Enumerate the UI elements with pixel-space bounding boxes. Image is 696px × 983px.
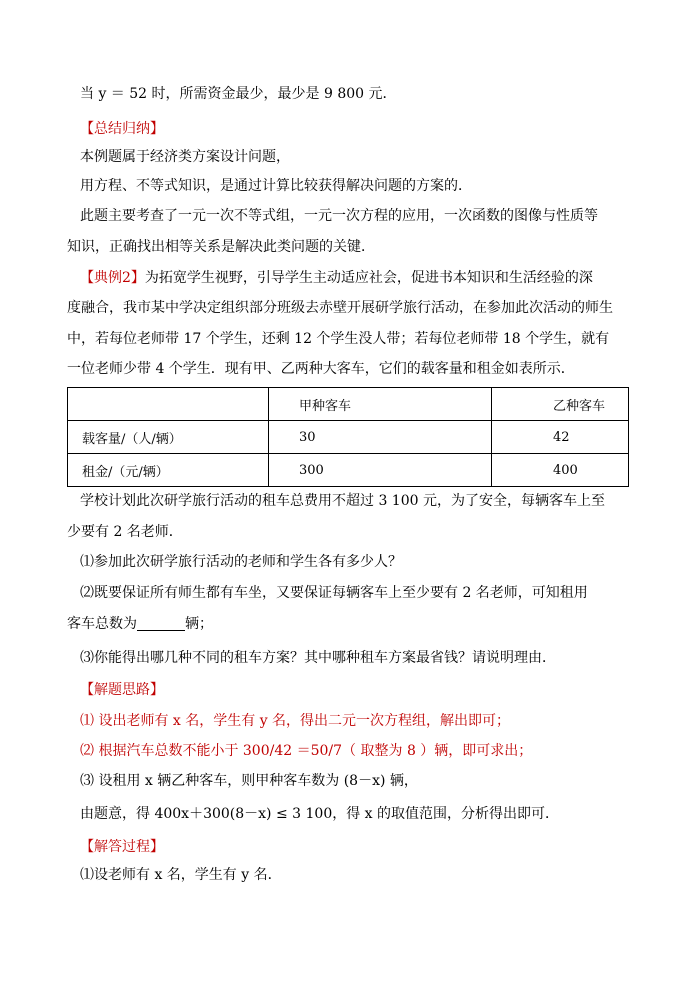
bus-table bbox=[67, 387, 629, 487]
approach-3: ⑶ 设租用 x 辆乙种客车，则甲种客车数为 (8－x) 辆， bbox=[80, 773, 418, 789]
line-summary-4: 知识，正确找出相等关系是解决此类问题的关键． bbox=[67, 239, 375, 255]
table-row bbox=[68, 421, 629, 454]
heading-solution: 【解答过程】 bbox=[80, 839, 164, 855]
line-example-2: 度融合，我市某中学决定组织部分班级去赤壁开展研学旅行活动，在参加此次活动的师生 bbox=[67, 300, 613, 316]
heading-approach: 【解题思路】 bbox=[80, 682, 164, 698]
table-cell: 300 bbox=[269, 454, 492, 487]
table-header-row bbox=[68, 388, 629, 421]
line-example-3: 中，若每位老师带 17 个学生，还剩 12 个学生没人带；若每位老师带 18 个学生，就有 bbox=[67, 331, 610, 347]
solution-1: ⑴设老师有 x 名，学生有 y 名． bbox=[80, 867, 282, 883]
example-tag: 【典例2】 bbox=[80, 270, 145, 286]
question-2-cont bbox=[67, 614, 213, 634]
question-2: ⑵既要保证所有师生都有车坐，又要保证每辆客车上至少要有 2 名老师，可知租用 bbox=[80, 585, 588, 601]
question-2-prefix: 客车总数为 bbox=[67, 616, 137, 632]
answer-blank bbox=[137, 616, 185, 631]
approach-4: 由题意，得 400x＋300(8－x) ≤ 3 100，得 x 的取值范围，分析得出即可． bbox=[80, 806, 560, 822]
line-example-4: 一位老师少带 4 个学生．现有甲、乙两种大客车，它们的载客量和租金如表所示． bbox=[67, 361, 575, 377]
example-text-1: 为拓宽学生视野，引导学生主动适应社会，促进书本知识和生活经验的深 bbox=[144, 270, 593, 286]
question-1: ⑴参加此次研学旅行活动的老师和学生各有多少人？ bbox=[80, 554, 402, 570]
heading-summary: 【总结归纳】 bbox=[80, 121, 164, 137]
table-cell: 42 bbox=[492, 421, 629, 454]
line-min-cost: 当 y ＝ 52 时，所需资金最少，最少是 9 800 元． bbox=[80, 86, 397, 102]
table-cell: 400 bbox=[492, 454, 629, 487]
table-header-cell: 乙种客车 bbox=[492, 388, 629, 421]
table-cell: 租金/（元/辆） bbox=[68, 454, 269, 487]
approach-1: ⑴ 设出老师有 x 名，学生有 y 名，得出二元一次方程组，解出即可； bbox=[80, 713, 511, 729]
question-3: ⑶你能得出哪几种不同的租车方案？其中哪种租车方案最省钱？请说明理由． bbox=[80, 650, 556, 666]
line-summary-1: 本例题属于经济类方案设计问题， bbox=[80, 149, 290, 165]
line-example-intro bbox=[80, 268, 593, 288]
line-summary-3: 此题主要考查了一元一次不等式组，一元一次方程的应用，一次函数的图像与性质等 bbox=[80, 208, 598, 224]
table-header-cell bbox=[68, 388, 269, 421]
table-row bbox=[68, 454, 629, 487]
line-budget-2: 少要有 2 名老师． bbox=[67, 524, 183, 540]
approach-2: ⑵ 根据汽车总数不能小于 300/42 ＝50/7（ 取整为 8 ）辆，即可求出； bbox=[80, 743, 533, 759]
table-header-cell: 甲种客车 bbox=[269, 388, 492, 421]
table-cell: 30 bbox=[269, 421, 492, 454]
question-2-suffix: 辆； bbox=[185, 616, 213, 632]
table-cell: 载客量/（人/辆） bbox=[68, 421, 269, 454]
line-budget-1: 学校计划此次研学旅行活动的租车总费用不超过 3 100 元，为了安全，每辆客车上至 bbox=[80, 493, 605, 509]
line-summary-2: 用方程、不等式知识，是通过计算比较获得解决问题的方案的． bbox=[80, 178, 472, 194]
